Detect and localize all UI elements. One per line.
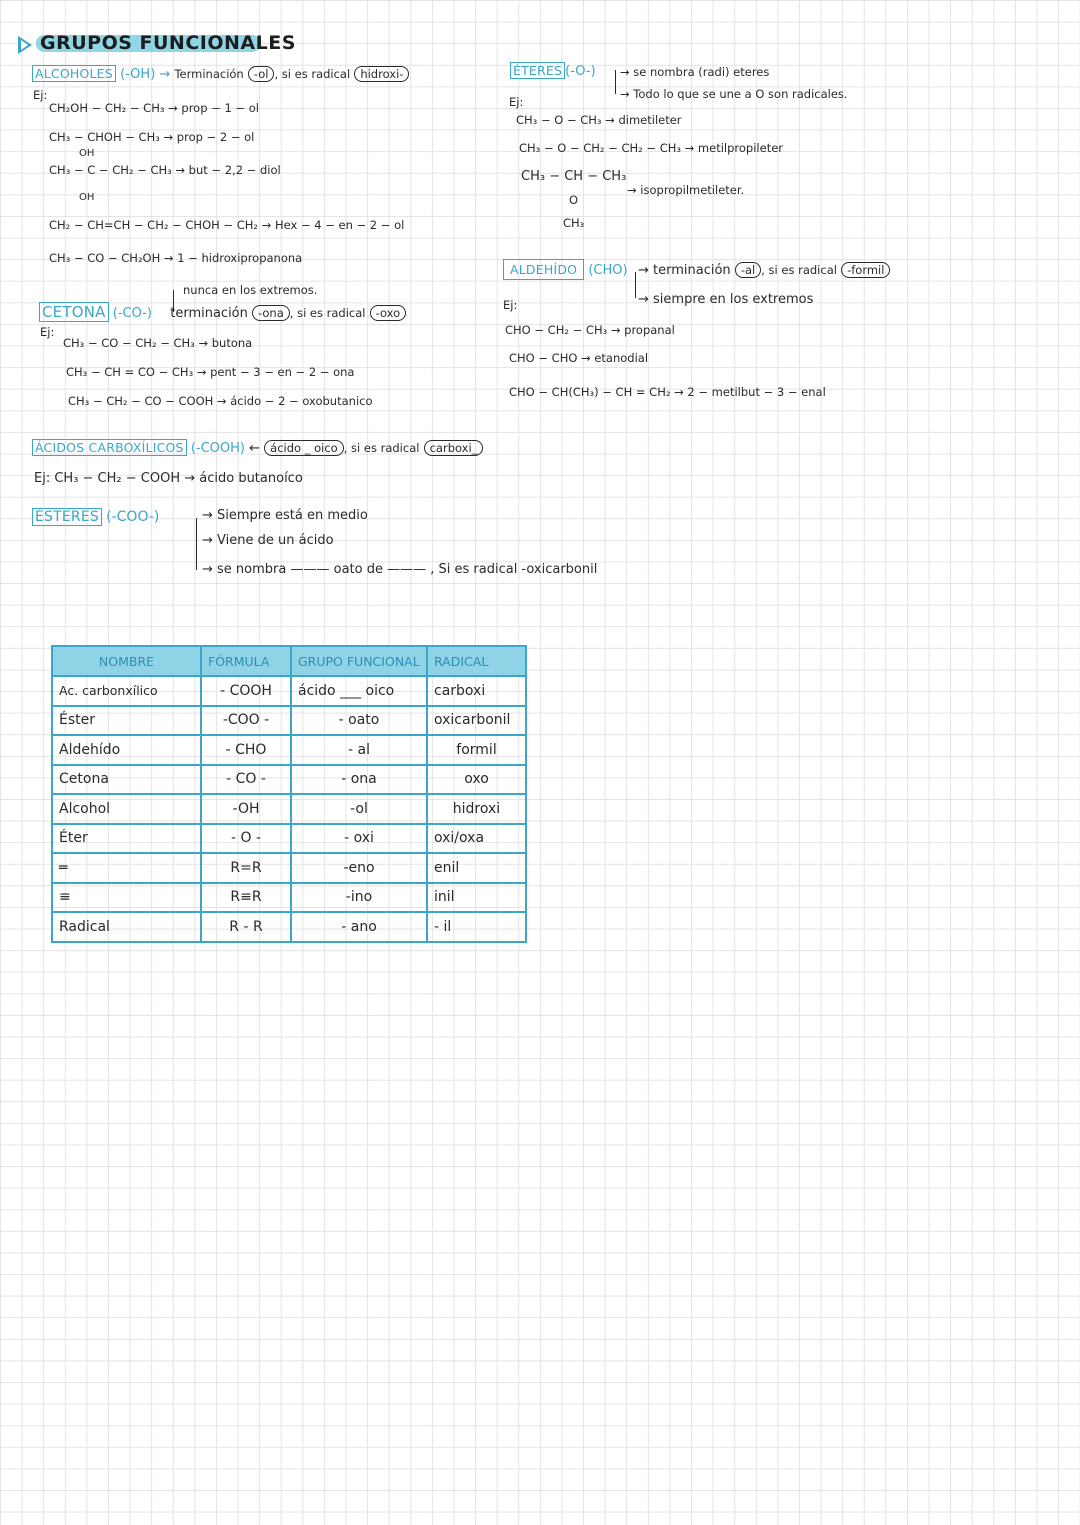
eteres-branch-ch3: CH₃ — [563, 216, 585, 230]
esteres-point-1: → Siempre está en medio — [202, 508, 368, 523]
table-cell: - CHO — [201, 735, 291, 765]
table-cell: - ona — [291, 765, 427, 795]
aldehido-ending: -al — [735, 262, 761, 278]
alcoholes-oh-top: OH — [79, 148, 95, 159]
functional-groups-table — [51, 645, 527, 943]
cetona-ending: -ona — [252, 305, 290, 321]
eteres-example-1: CH₃ − O − CH₃ → dimetileter — [516, 113, 682, 127]
table-cell: -ino — [291, 883, 427, 913]
cetona-label: CETONA — [39, 302, 109, 322]
acidos-rule-mid: , si es radical — [343, 441, 420, 455]
table-cell: Alcohol — [52, 794, 201, 824]
esteres-brace — [196, 518, 197, 570]
header-grupo-funcional: GRUPO FUNCIONAL — [291, 646, 427, 676]
esteres-point-3: → se nombra ——— oato de ——— , Si es radical -oxicarbonil — [202, 562, 598, 577]
eteres-example-2: CH₃ − O − CH₂ − CH₂ − CH₃ → metilpropileter — [519, 141, 784, 155]
table-cell: carboxi — [427, 676, 526, 706]
table-cell: hidroxi — [427, 794, 526, 824]
table-row — [52, 794, 526, 824]
table-header-row — [52, 646, 526, 676]
table-cell: - oato — [291, 706, 427, 736]
table-row — [52, 676, 526, 706]
table-row — [52, 765, 526, 795]
esteres-group: (-COO-) — [106, 509, 160, 525]
table-cell: enil — [427, 853, 526, 883]
eteres-brace — [615, 70, 616, 94]
alcoholes-ending: -ol — [248, 66, 275, 82]
aldehido-brace — [635, 272, 636, 298]
table-cell: Ac. carbonxílico — [52, 676, 201, 706]
aldehido-example-2: CHO − CHO → etanodial — [509, 351, 649, 365]
triple-bond-symbol: ≡ — [52, 883, 201, 913]
alcoholes-rule-pre: Terminación — [174, 67, 244, 81]
esteres-point-2: → Viene de un ácido — [202, 533, 334, 548]
table-cell: R - R — [201, 912, 291, 942]
table-cell: oxo — [427, 765, 526, 795]
eteres-header — [510, 63, 596, 79]
alcoholes-ej: Ej: — [33, 88, 48, 102]
table-cell: -COO - — [201, 706, 291, 736]
acidos-label: ÁCIDOS CARBOXÍLICOS — [32, 439, 187, 456]
aldehido-rule-2: → siempre en los extremos — [638, 292, 814, 307]
table-cell: Radical — [52, 912, 201, 942]
table-row — [52, 853, 526, 883]
eteres-group: (-O-) — [565, 64, 596, 79]
table-cell: R≡R — [201, 883, 291, 913]
eteres-label: ÉTERES — [510, 62, 565, 79]
alcoholes-label: ALCOHOLES — [32, 65, 116, 82]
alcoholes-example-1: CH₂OH − CH₂ − CH₃ → prop − 1 − ol — [49, 101, 259, 115]
eteres-ej: Ej: — [509, 95, 524, 109]
page-title: GRUPOS FUNCIONALES — [40, 32, 296, 54]
cetona-example-1: CH₃ − CO − CH₂ − CH₃ → butona — [63, 336, 253, 350]
esteres-label: ÉSTERES — [32, 508, 102, 526]
acidos-header — [32, 440, 483, 456]
cetona-example-3: CH₃ − CH₂ − CO − COOH → ácido − 2 − oxobutanico — [68, 394, 373, 408]
alcoholes-example-2: CH₃ − CHOH − CH₃ → prop − 2 − ol — [49, 130, 255, 144]
double-bond-symbol: ═ — [52, 853, 201, 883]
table-cell: R=R — [201, 853, 291, 883]
table-row — [52, 735, 526, 765]
table-row — [52, 912, 526, 942]
play-triangle-icon-inner — [21, 40, 28, 50]
cetona-rule-mid: , si es radical — [289, 306, 366, 320]
cetona-header — [39, 303, 406, 321]
aldehido-group: (CHO) — [588, 263, 628, 278]
table-cell: - COOH — [201, 676, 291, 706]
table-cell: - O - — [201, 824, 291, 854]
aldehido-ej: Ej: — [503, 298, 518, 312]
table-row — [52, 883, 526, 913]
alcoholes-rule-mid: , si es radical — [274, 67, 351, 81]
alcoholes-group: (-OH) — [120, 67, 156, 82]
table-cell: - al — [291, 735, 427, 765]
table-cell: oxicarbonil — [427, 706, 526, 736]
cetona-rule-pre: terminación — [170, 306, 248, 321]
eteres-branch-o: O — [569, 193, 579, 207]
table-row — [52, 824, 526, 854]
alcoholes-radical: hidroxi- — [354, 66, 409, 82]
cetona-example-2: CH₃ − CH = CO − CH₃ → pent − 3 − en − 2 − ona — [66, 365, 355, 379]
aldehido-radical: -formil — [841, 262, 890, 278]
aldehido-rule-mid: , si es radical — [761, 263, 837, 277]
acidos-ending: ácido _ oico — [264, 440, 344, 456]
alcoholes-example-4: CH₂ − CH=CH − CH₂ − CHOH − CH₂ → Hex − 4 − en − 2 − ol — [49, 218, 405, 232]
aldehido-rule-pre: terminación — [653, 263, 731, 278]
table-cell: Aldehído — [52, 735, 201, 765]
alcoholes-header — [32, 66, 409, 82]
table-cell: Éster — [52, 706, 201, 736]
cetona-group: (-CO-) — [112, 306, 152, 321]
esteres-header — [32, 509, 159, 525]
table-cell: inil — [427, 883, 526, 913]
table-cell: -eno — [291, 853, 427, 883]
header-radical: RADICAL — [427, 646, 526, 676]
arrow-icon: → — [159, 67, 171, 82]
acidos-radical: carboxi_ — [424, 440, 484, 456]
table-cell: Cetona — [52, 765, 201, 795]
table-cell: - ano — [291, 912, 427, 942]
aldehido-example-3: CHO − CH(CH₃) − CH = CH₂ → 2 − metilbut − 3 − enal — [509, 385, 826, 399]
header-formula: FÓRMULA — [201, 646, 291, 676]
eteres-rule-1: → se nombra (radi) eteres — [620, 65, 770, 79]
alcoholes-example-5: CH₃ − CO − CH₂OH → 1 − hidroxipropanona — [49, 251, 303, 265]
table-cell: -OH — [201, 794, 291, 824]
cetona-radical: -oxo — [370, 305, 407, 321]
table-cell: - oxi — [291, 824, 427, 854]
aldehido-label: ALDEHÍDO — [503, 259, 584, 280]
table-row — [52, 706, 526, 736]
aldehido-header — [503, 262, 628, 278]
table-cell: - il — [427, 912, 526, 942]
eteres-example-3: CH₃ − CH − CH₃ — [521, 169, 627, 184]
table-cell: - CO - — [201, 765, 291, 795]
eteres-branch-name: → isopropilmetileter. — [627, 183, 745, 197]
eteres-rule-2: → Todo lo que se une a O son radicales. — [620, 87, 848, 101]
table-cell: -ol — [291, 794, 427, 824]
table-cell: ácido ___ oico — [291, 676, 427, 706]
alcoholes-example-3: CH₃ − C − CH₂ − CH₃ → but − 2,2 − diol — [49, 163, 281, 177]
acidos-example: Ej: CH₃ − CH₂ − COOH → ácido butanoíco — [34, 471, 303, 486]
arrow-icon: ← — [249, 441, 261, 456]
acidos-group: (-COOH) — [190, 441, 245, 456]
cetona-ej: Ej: — [40, 325, 55, 339]
alcoholes-oh-bottom: OH — [79, 192, 95, 203]
table-cell: oxi/oxa — [427, 824, 526, 854]
header-nombre: NOMBRE — [52, 646, 201, 676]
aldehido-example-1: CHO − CH₂ − CH₃ → propanal — [505, 323, 675, 337]
table-cell: formil — [427, 735, 526, 765]
cetona-note: nunca en los extremos. — [183, 283, 318, 297]
aldehido-rule-1: → terminación -al , si es radical -formil — [638, 263, 890, 278]
table-cell: Éter — [52, 824, 201, 854]
